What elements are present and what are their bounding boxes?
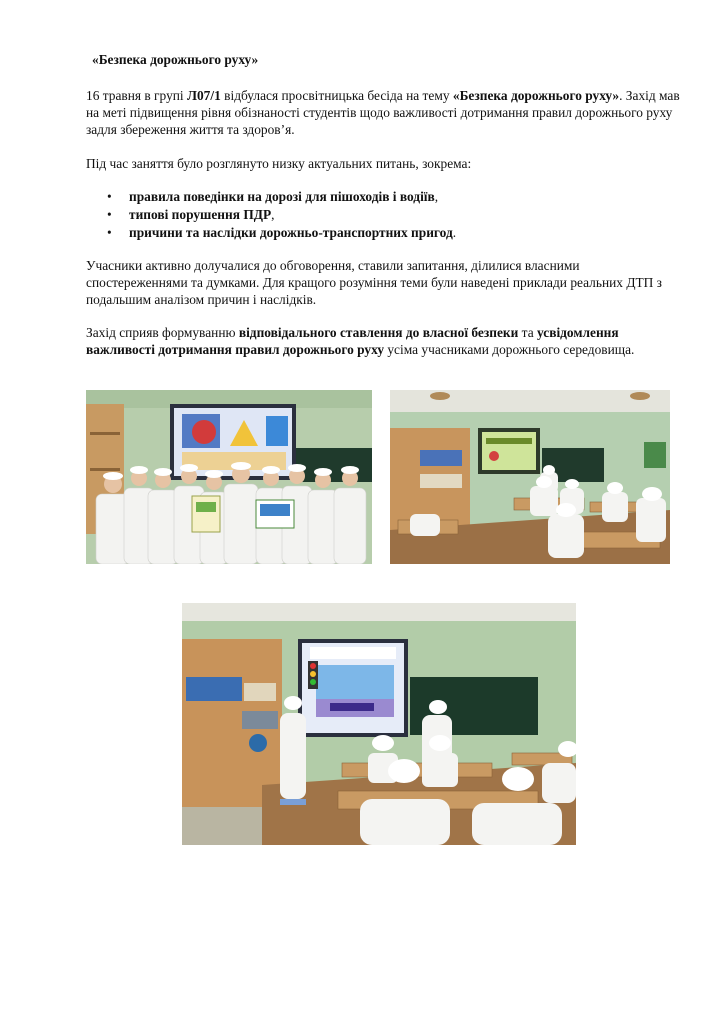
list-item xyxy=(86,224,684,242)
conclusion-bold: усвідомлення важливості дотримання правил дорожнього руху xyxy=(86,325,619,357)
intro-text: 16 травня в групі xyxy=(86,88,187,103)
list-item-punct: , xyxy=(271,207,275,222)
group-photo-with-posters xyxy=(86,390,372,564)
intro-text: відбулася просвітницька бесіда на тему xyxy=(220,88,453,103)
intro-text: . Захід мав на меті підвищення рівня обізнаності студентів щодо важливості дотримання правил дорожнього руху задля збереження життя та здоров’я. xyxy=(86,88,680,137)
paragraph-questions: Під час заняття було розглянуто низку актуальних питань, зокрема: xyxy=(86,156,472,171)
list-item-text: правила поведінки на дорозі для пішоходів і водіїв xyxy=(129,189,435,204)
list-item xyxy=(86,206,684,224)
group-code: Л07/1 xyxy=(187,88,221,103)
paragraph-intro xyxy=(86,87,684,138)
bullet-icon: • xyxy=(107,225,112,240)
topics-list xyxy=(86,188,684,242)
conclusion-text: та xyxy=(518,325,537,340)
list-item-punct: . xyxy=(452,225,457,240)
classroom-photo-presentation xyxy=(182,603,576,845)
paragraph-discussion: Учасники активно долучалися до обговорення, ставили запитання, ділилися власними спостереженнями та думками. Для кращого розуміння теми були наведені приклади реальних ДТП з подальшим аналізом причин і наслідків. xyxy=(86,258,662,307)
conclusion-text: усіма учасниками дорожнього середовища. xyxy=(384,342,635,357)
paragraph-conclusion xyxy=(86,324,684,358)
list-item xyxy=(86,188,684,206)
topic-name: «Безпека дорожнього руху» xyxy=(452,88,620,103)
list-item-punct: , xyxy=(434,189,439,204)
document-title: «Безпека дорожнього руху» xyxy=(92,52,259,67)
bullet-icon: • xyxy=(107,207,112,222)
conclusion-bold: відповідального ставлення до власної безпеки xyxy=(238,325,519,340)
list-item-text: причини та наслідки дорожньо-транспортних пригод xyxy=(129,225,453,240)
classroom-photo-seated xyxy=(390,390,670,564)
conclusion-text: Захід сприяв формуванню xyxy=(86,325,239,340)
list-item-text: типові порушення ПДР xyxy=(129,207,272,222)
bullet-icon: • xyxy=(107,189,112,204)
